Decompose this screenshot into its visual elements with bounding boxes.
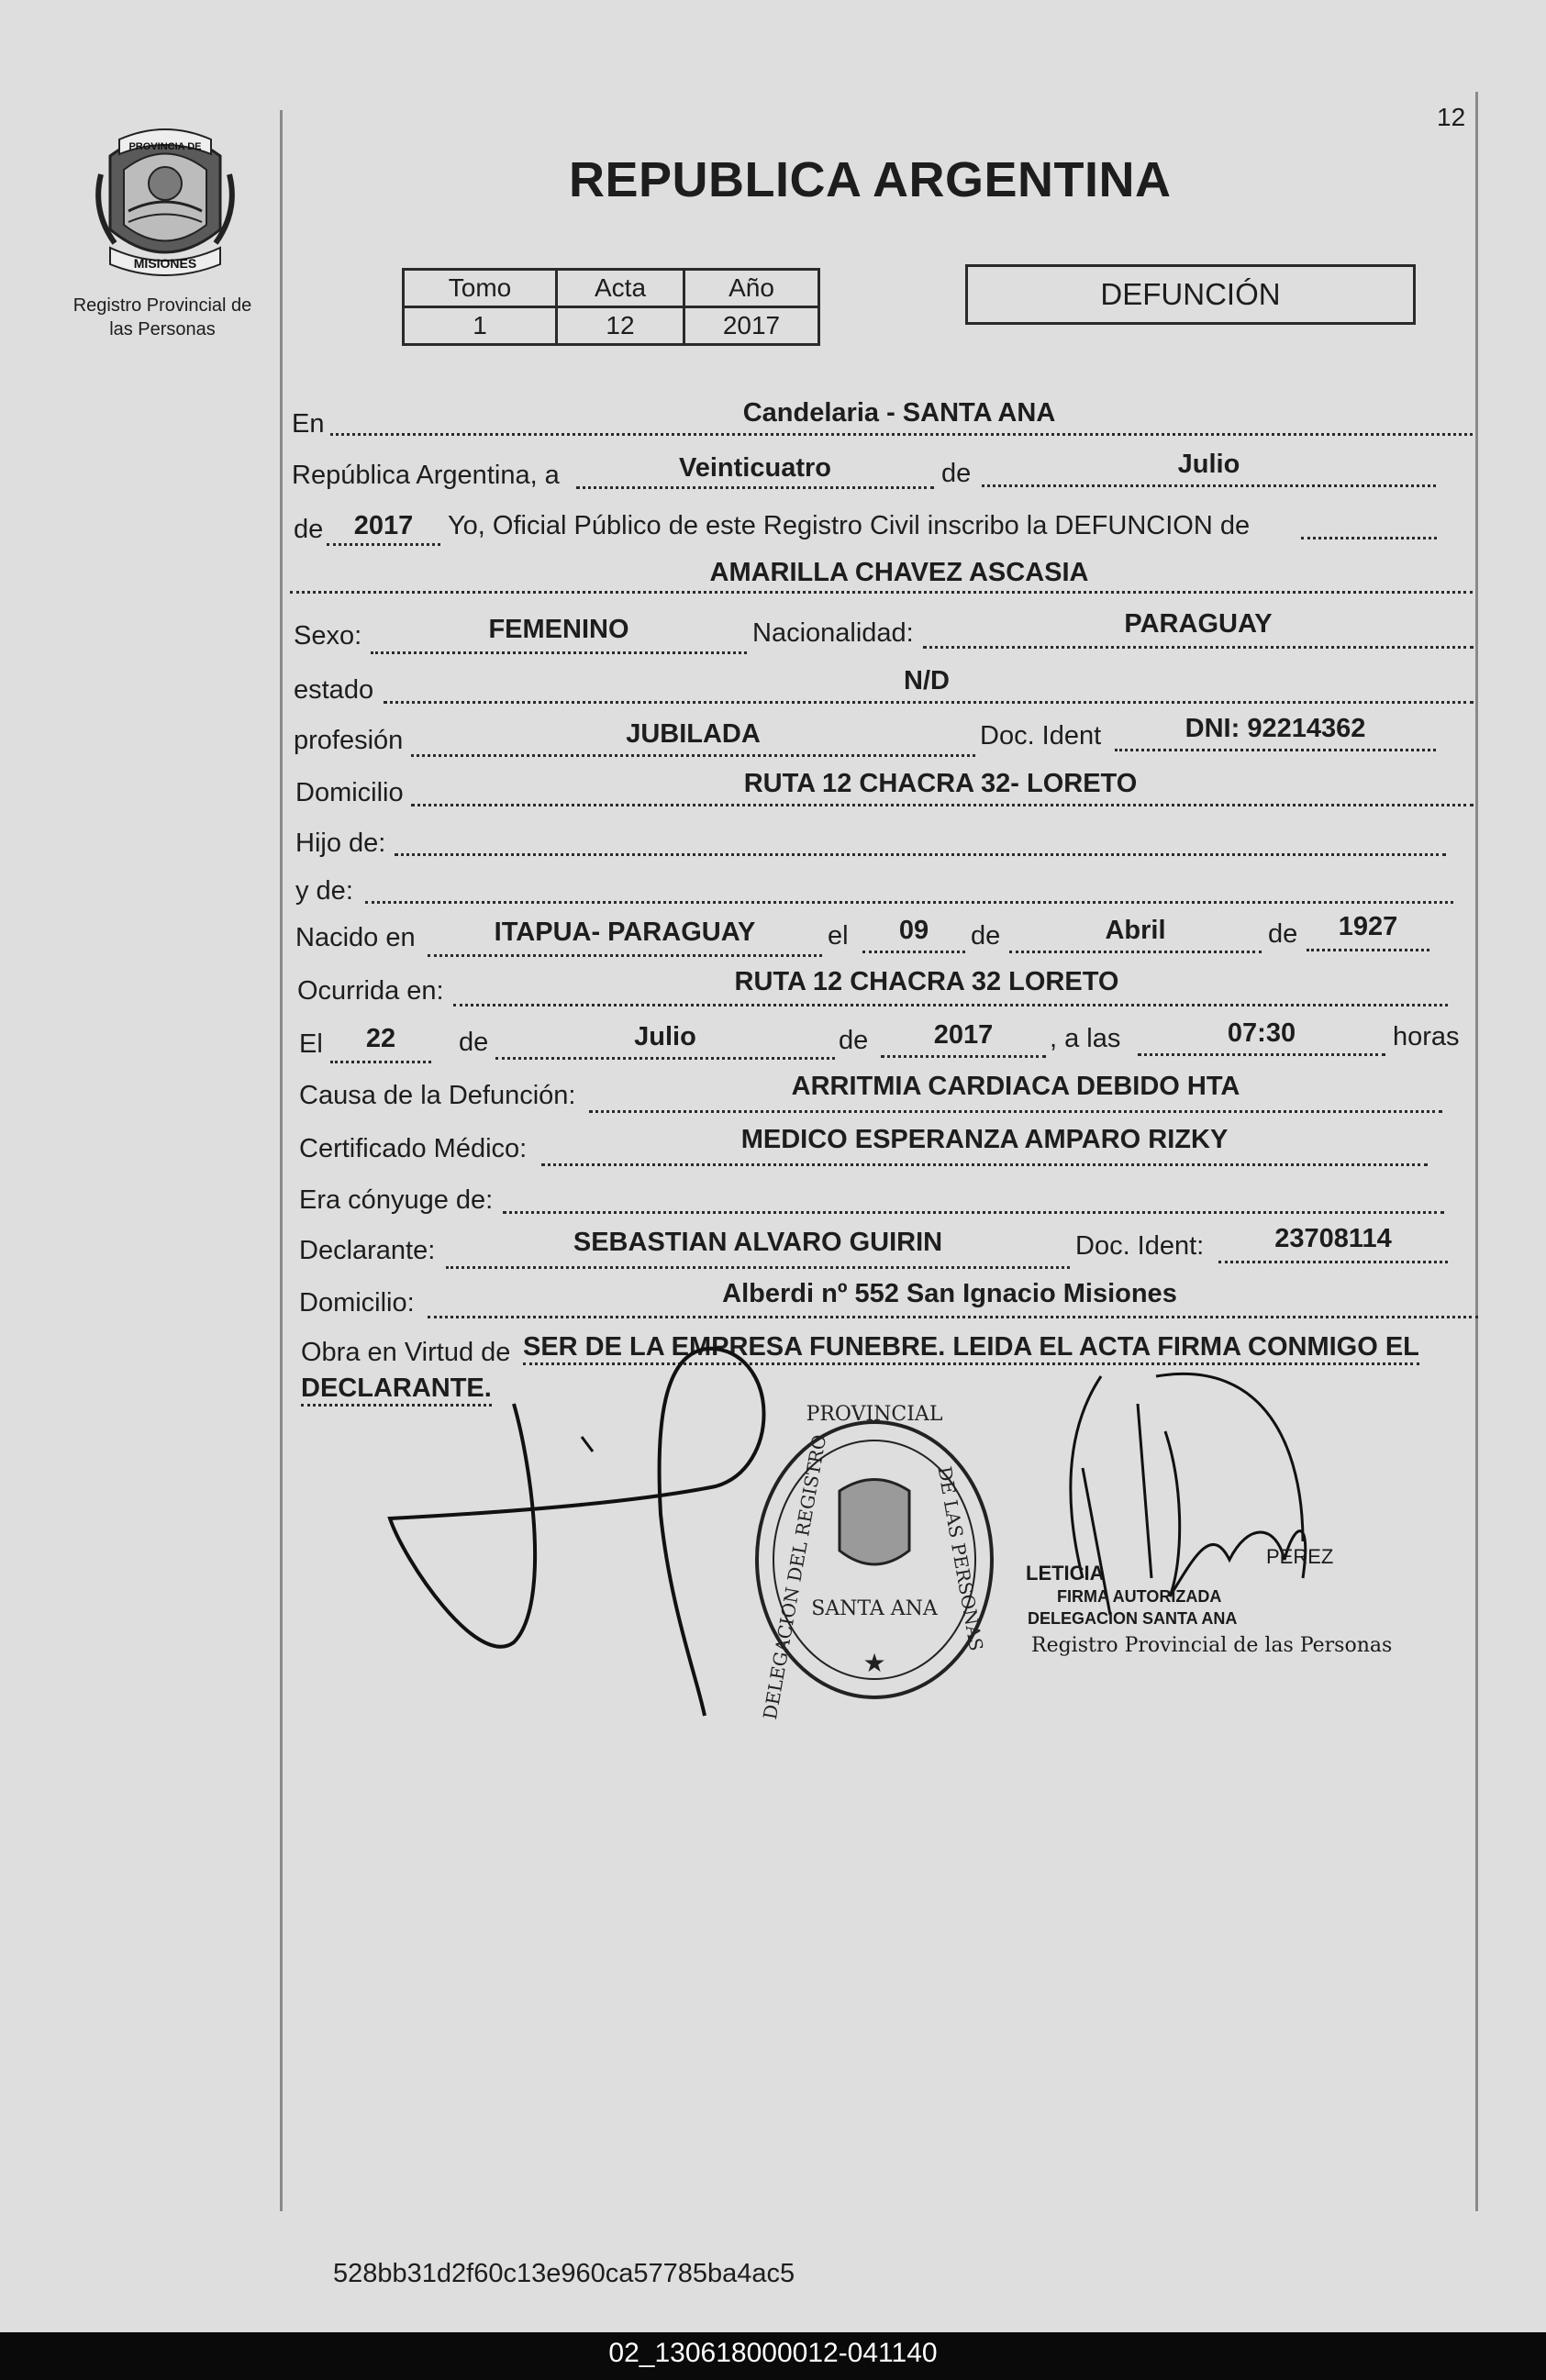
svg-text:PROVINCIAL: PROVINCIAL — [806, 1403, 943, 1426]
value-birthplace: ITAPUA- PARAGUAY — [494, 918, 756, 947]
value-declarant: SEBASTIAN ALVARO GUIRIN — [573, 1228, 943, 1257]
label-causa: Causa de la Defunción: — [299, 1081, 576, 1110]
label-profesion: profesión — [294, 726, 404, 755]
document-title: REPUBLICA ARGENTINA — [569, 152, 1172, 207]
value-death-month: Julio — [634, 1022, 696, 1051]
tomo-value: 1 — [404, 307, 557, 345]
label-doc-ident: Doc. Ident — [980, 721, 1102, 751]
value-birth-year: 1927 — [1338, 912, 1398, 941]
svg-text:DELEGACION DEL REGISTRO: DELEGACION DEL REGISTRO — [758, 1432, 831, 1721]
label-a-las: , a las — [1050, 1024, 1121, 1053]
value-declarant-address: Alberdi nº 552 San Ignacio Misiones — [722, 1279, 1177, 1308]
svg-text:LETICIA: LETICIA — [1026, 1562, 1105, 1585]
value-address: RUTA 12 CHACRA 32- LORETO — [743, 769, 1138, 798]
anio-header: Año — [684, 270, 819, 307]
label-doc-ident: Doc. Ident: — [1075, 1231, 1205, 1261]
value-sex: FEMENINO — [488, 615, 629, 644]
svg-text:SANTA ANA: SANTA ANA — [811, 1597, 938, 1620]
value-profession: JUBILADA — [626, 719, 761, 749]
value-death-day: 22 — [365, 1024, 396, 1053]
label-domicilio: Domicilio — [295, 778, 404, 807]
registry-seal-icon — [757, 1403, 992, 1721]
label-y-de: y de: — [295, 876, 353, 906]
svg-text:FIRMA AUTORIZADA: FIRMA AUTORIZADA — [1057, 1587, 1222, 1606]
label-republica: República Argentina, a — [292, 461, 560, 490]
value-death-year: 2017 — [933, 1020, 994, 1050]
label-oficial: Yo, Oficial Público de este Registro Civil inscribo la DEFUNCION de — [448, 511, 1251, 540]
value-death-time: 07:30 — [1227, 1018, 1296, 1048]
label-sexo: Sexo: — [294, 621, 362, 651]
anio-value: 2017 — [684, 307, 819, 345]
label-declarante: Declarante: — [299, 1236, 436, 1265]
label-de: de — [941, 459, 972, 488]
value-basis-line2: DECLARANTE. — [301, 1374, 492, 1407]
label-de: de — [971, 921, 1001, 951]
svg-text:Registro Provincial de las Per: Registro Provincial de las Personas — [1031, 1634, 1393, 1657]
value-month: Julio — [1177, 450, 1240, 479]
label-el: el — [828, 921, 849, 951]
label-horas: horas — [1393, 1022, 1460, 1051]
value-birth-day: 09 — [898, 916, 929, 945]
label-obra: Obra en Virtud de — [301, 1338, 511, 1367]
official-signature-icon — [1071, 1374, 1306, 1615]
svg-text:PROVINCIA DE: PROVINCIA DE — [128, 141, 202, 152]
document-type-box: DEFUNCIÓN — [965, 264, 1416, 325]
value-year: 2017 — [353, 511, 414, 540]
label-estado: estado — [294, 675, 374, 705]
label-de: de — [839, 1026, 869, 1055]
scan-code: 02_130618000012-041140 — [608, 2338, 938, 2368]
label-nacionalidad: Nacionalidad: — [752, 618, 914, 648]
label-nacido-en: Nacido en — [295, 923, 416, 952]
label-de: de — [459, 1028, 489, 1057]
value-basis-line1: SER DE LA EMPRESA FUNEBRE. LEIDA EL ACTA FIRMA CONMIGO EL — [523, 1332, 1419, 1365]
value-marital-status: N/D — [904, 666, 950, 695]
svg-text:PEREZ: PEREZ — [1266, 1545, 1334, 1568]
label-en: En — [292, 409, 325, 439]
value-nationality: PARAGUAY — [1124, 609, 1273, 639]
value-deceased-document: DNI: 92214362 — [1185, 714, 1366, 743]
value-cause-of-death: ARRITMIA CARDIACA DEBIDO HTA — [791, 1072, 1240, 1101]
value-medical-certificate: MEDICO ESPERANZA AMPARO RIZKY — [740, 1125, 1229, 1154]
label-ocurrida-en: Ocurrida en: — [297, 976, 444, 1006]
value-death-place: RUTA 12 CHACRA 32 LORETO — [734, 967, 1119, 996]
acta-value: 12 — [557, 307, 684, 345]
page-number: 12 — [1437, 103, 1466, 131]
declarant-signature-icon — [390, 1349, 764, 1716]
label-de: de — [1268, 919, 1298, 949]
svg-text:MISIONES: MISIONES — [133, 256, 197, 271]
label-hijo-de: Hijo de: — [295, 829, 386, 858]
document-hash: 528bb31d2f60c13e960ca57785ba4ac5 — [333, 2259, 795, 2288]
value-deceased-name: AMARILLA CHAVEZ ASCASIA — [709, 558, 1089, 587]
value-place: Candelaria - SANTA ANA — [742, 398, 1056, 428]
label-de: de — [294, 515, 324, 544]
registry-label: Registro Provincial de las Personas — [72, 295, 252, 339]
acta-header: Acta — [557, 270, 684, 307]
svg-text:★: ★ — [862, 1649, 886, 1677]
value-birth-month: Abril — [1105, 916, 1166, 945]
label-domicilio: Domicilio: — [299, 1288, 415, 1318]
label-el: El — [299, 1029, 323, 1059]
label-certificado: Certificado Médico: — [299, 1134, 528, 1163]
svg-text:DELEGACION SANTA ANA: DELEGACION SANTA ANA — [1028, 1609, 1238, 1628]
value-declarant-document: 23708114 — [1274, 1224, 1392, 1253]
tomo-header: Tomo — [404, 270, 557, 307]
official-stamp — [1026, 1545, 1392, 1657]
svg-text:DE LAS PERSONAS: DE LAS PERSONAS — [933, 1464, 988, 1653]
label-conyuge: Era cónyuge de: — [299, 1185, 494, 1215]
value-day-text: Veinticuatro — [679, 453, 831, 483]
